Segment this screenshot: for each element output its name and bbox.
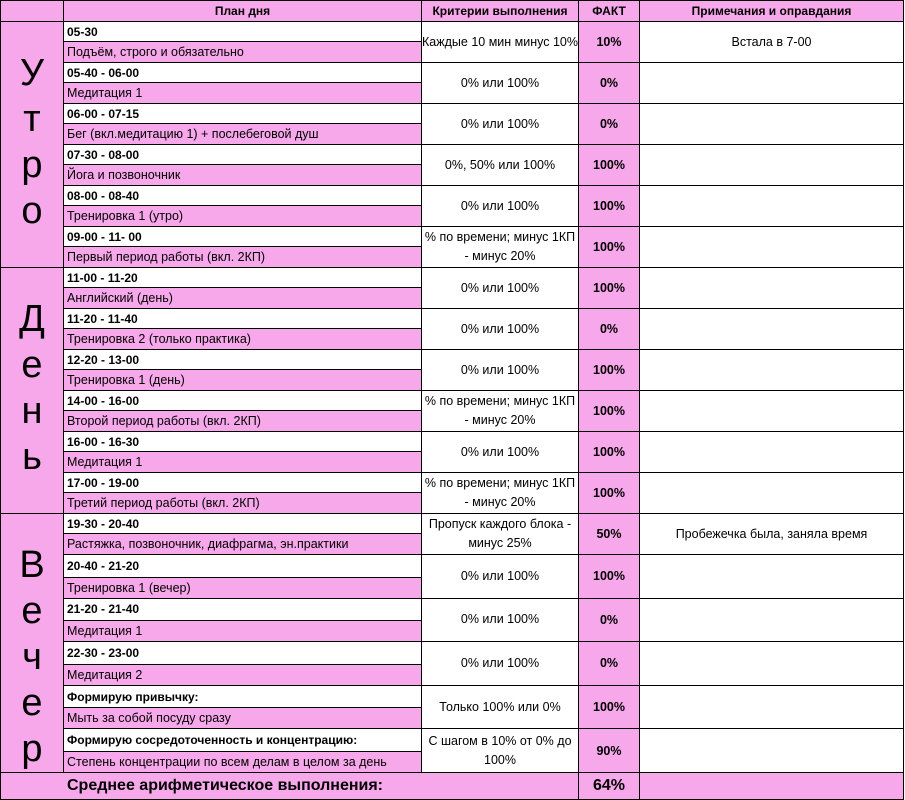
activity-name[interactable]: Английский (день) xyxy=(64,288,422,309)
time-slot[interactable]: 06-00 - 07-15 xyxy=(64,104,422,124)
note-cell[interactable] xyxy=(640,729,904,773)
plan-row-top xyxy=(1,598,904,621)
criteria-cell[interactable]: 0% или 100% xyxy=(422,432,579,473)
note-cell[interactable] xyxy=(640,186,904,227)
fact-cell[interactable]: 100% xyxy=(579,227,640,268)
activity-name[interactable]: Первый период работы (вкл. 2КП) xyxy=(64,247,422,268)
time-slot[interactable]: 11-20 - 11-40 xyxy=(64,309,422,329)
criteria-cell[interactable]: 0% или 100% xyxy=(422,309,579,350)
table-body xyxy=(1,22,904,773)
section-label-letter: о xyxy=(21,190,43,232)
criteria-cell[interactable]: % по времени; минус 1КП - минус 20% xyxy=(422,473,579,514)
activity-name[interactable]: Третий период работы (вкл. 2КП) xyxy=(64,493,422,514)
time-slot[interactable]: 11-00 - 11-20 xyxy=(64,268,422,288)
activity-name[interactable]: Медитация 1 xyxy=(64,452,422,473)
time-slot[interactable]: 07-30 - 08-00 xyxy=(64,145,422,165)
section-label-letter: У xyxy=(19,52,45,94)
section-label-letter: н xyxy=(21,390,43,432)
section-label-letter: е xyxy=(21,682,43,724)
criteria-cell[interactable]: Каждые 10 мин минус 10% xyxy=(422,22,579,63)
note-cell[interactable] xyxy=(640,473,904,514)
activity-name[interactable]: Степень концентрации по всем делам в целом за день xyxy=(64,752,422,773)
time-slot[interactable]: 21-20 - 21-40 xyxy=(64,598,422,621)
plan-row-top xyxy=(1,729,904,752)
note-cell[interactable] xyxy=(640,268,904,309)
note-cell[interactable] xyxy=(640,391,904,432)
plan-row-top xyxy=(1,391,904,411)
fact-cell[interactable]: 0% xyxy=(579,63,640,104)
plan-row-top xyxy=(1,432,904,452)
time-slot[interactable]: 19-30 - 20-40 xyxy=(64,514,422,534)
fact-cell[interactable]: 0% xyxy=(579,598,640,642)
fact-cell[interactable]: 90% xyxy=(579,729,640,773)
plan-row-top xyxy=(1,227,904,247)
note-cell[interactable] xyxy=(640,555,904,599)
section-label-letter: е xyxy=(21,344,43,386)
activity-name[interactable]: Медитация 1 xyxy=(64,83,422,104)
fact-cell[interactable]: 100% xyxy=(579,145,640,186)
criteria-cell[interactable]: 0% или 100% xyxy=(422,642,579,686)
note-cell[interactable] xyxy=(640,145,904,186)
time-slot[interactable]: 09-00 - 11- 00 xyxy=(64,227,422,247)
criteria-cell[interactable]: 0% или 100% xyxy=(422,350,579,391)
section-label-letter: В xyxy=(19,544,45,586)
activity-name[interactable]: Медитация 2 xyxy=(64,664,422,685)
fact-cell[interactable]: 100% xyxy=(579,473,640,514)
criteria-cell[interactable]: С шагом в 10% от 0% до 100% xyxy=(422,729,579,773)
criteria-cell[interactable]: 0% или 100% xyxy=(422,104,579,145)
plan-row-top xyxy=(1,268,904,288)
activity-name[interactable]: Второй период работы (вкл. 2КП) xyxy=(64,411,422,432)
time-slot[interactable]: Формирую привычку: xyxy=(64,685,422,708)
fact-cell[interactable]: 50% xyxy=(579,514,640,555)
time-slot[interactable]: Формирую сосредоточенность и концентрацию: xyxy=(64,729,422,752)
fact-cell[interactable]: 10% xyxy=(579,22,640,63)
fact-cell[interactable]: 0% xyxy=(579,642,640,686)
plan-row-top xyxy=(1,555,904,578)
criteria-cell[interactable]: 0% или 100% xyxy=(422,598,579,642)
fact-cell[interactable]: 100% xyxy=(579,391,640,432)
plan-row-top xyxy=(1,63,904,83)
activity-name[interactable]: Тренировка 1 (день) xyxy=(64,370,422,391)
summary-row xyxy=(1,773,904,800)
plan-row-top xyxy=(1,642,904,665)
section-label-letter: е xyxy=(21,590,43,632)
note-cell[interactable] xyxy=(640,227,904,268)
note-cell[interactable] xyxy=(640,309,904,350)
summary-value[interactable]: 64% xyxy=(579,773,640,800)
activity-name[interactable]: Медитация 1 xyxy=(64,621,422,642)
activity-name[interactable]: Мыть за собой посуду сразу xyxy=(64,708,422,729)
activity-name[interactable]: Растяжка, позвоночник, диафрагма, эн.практики xyxy=(64,534,422,555)
plan-row-top xyxy=(1,145,904,165)
time-slot[interactable]: 05-30 xyxy=(64,22,422,42)
activity-name[interactable]: Тренировка 1 (вечер) xyxy=(64,577,422,598)
activity-name[interactable]: Подъём, строго и обязательно xyxy=(64,42,422,63)
time-slot[interactable]: 17-00 - 19-00 xyxy=(64,473,422,493)
note-cell[interactable] xyxy=(640,350,904,391)
plan-row-top xyxy=(1,309,904,329)
note-cell[interactable] xyxy=(640,598,904,642)
note-cell[interactable] xyxy=(640,432,904,473)
time-slot[interactable]: 20-40 - 21-20 xyxy=(64,555,422,578)
fact-cell[interactable]: 100% xyxy=(579,268,640,309)
summary-label[interactable]: Среднее арифметическое выполнения: xyxy=(1,773,579,800)
plan-row-top xyxy=(1,22,904,42)
activity-name[interactable]: Йога и позвоночник xyxy=(64,165,422,186)
fact-cell[interactable]: 100% xyxy=(579,432,640,473)
fact-cell[interactable]: 100% xyxy=(579,186,640,227)
note-cell[interactable] xyxy=(640,685,904,729)
plan-row-top xyxy=(1,104,904,124)
fact-cell[interactable]: 100% xyxy=(579,555,640,599)
note-cell[interactable] xyxy=(640,642,904,686)
header-corner xyxy=(1,1,64,22)
note-cell[interactable] xyxy=(640,63,904,104)
plan-row-top xyxy=(1,350,904,370)
criteria-cell[interactable]: 0% или 100% xyxy=(422,186,579,227)
header-plan: План дня xyxy=(64,1,422,22)
note-cell[interactable]: Встала в 7-00 xyxy=(640,22,904,63)
plan-row-top xyxy=(1,473,904,493)
criteria-cell[interactable]: 0% или 100% xyxy=(422,555,579,599)
time-slot[interactable]: 14-00 - 16-00 xyxy=(64,391,422,411)
fact-cell[interactable]: 100% xyxy=(579,685,640,729)
note-cell[interactable]: Пробежечка была, заняла время xyxy=(640,514,904,555)
section-label-morning[interactable] xyxy=(1,22,64,268)
criteria-cell[interactable]: Пропуск каждого блока - минус 25% xyxy=(422,514,579,555)
time-slot[interactable]: 05-40 - 06-00 xyxy=(64,63,422,83)
time-slot[interactable]: 16-00 - 16-30 xyxy=(64,432,422,452)
section-label-letter: ч xyxy=(22,636,42,678)
plan-row-top xyxy=(1,685,904,708)
header-fact: ФАКТ xyxy=(579,1,640,22)
note-cell[interactable] xyxy=(640,104,904,145)
criteria-cell[interactable]: % по времени; минус 1КП - минус 20% xyxy=(422,391,579,432)
criteria-cell[interactable]: 0%, 50% или 100% xyxy=(422,145,579,186)
time-slot[interactable]: 12-20 - 13-00 xyxy=(64,350,422,370)
time-slot[interactable]: 08-00 - 08-40 xyxy=(64,186,422,206)
section-label-letter: р xyxy=(21,728,43,770)
summary-empty-cell[interactable] xyxy=(640,773,904,800)
activity-name[interactable]: Тренировка 1 (утро) xyxy=(64,206,422,227)
fact-cell[interactable]: 0% xyxy=(579,104,640,145)
section-label-letter: Д xyxy=(19,298,45,340)
section-label-day[interactable] xyxy=(1,268,64,514)
activity-name[interactable]: Тренировка 2 (только практика) xyxy=(64,329,422,350)
fact-cell[interactable]: 100% xyxy=(579,350,640,391)
criteria-cell[interactable]: % по времени; минус 1КП - минус 20% xyxy=(422,227,579,268)
header-criteria: Критерии выполнения xyxy=(422,1,579,22)
section-label-evening[interactable] xyxy=(1,514,64,773)
section-label-letter: р xyxy=(21,144,43,186)
criteria-cell[interactable]: Только 100% или 0% xyxy=(422,685,579,729)
activity-name[interactable]: Бег (вкл.медитацию 1) + послебеговой душ xyxy=(64,124,422,145)
plan-row-top xyxy=(1,186,904,206)
fact-cell[interactable]: 0% xyxy=(579,309,640,350)
plan-row-top xyxy=(1,514,904,534)
criteria-cell[interactable]: 0% или 100% xyxy=(422,268,579,309)
time-slot[interactable]: 22-30 - 23-00 xyxy=(64,642,422,665)
section-label-letter: ь xyxy=(22,436,42,478)
criteria-cell[interactable]: 0% или 100% xyxy=(422,63,579,104)
section-label-letter: т xyxy=(23,98,41,140)
header-notes: Примечания и оправдания xyxy=(640,1,904,22)
header-row xyxy=(1,1,904,22)
